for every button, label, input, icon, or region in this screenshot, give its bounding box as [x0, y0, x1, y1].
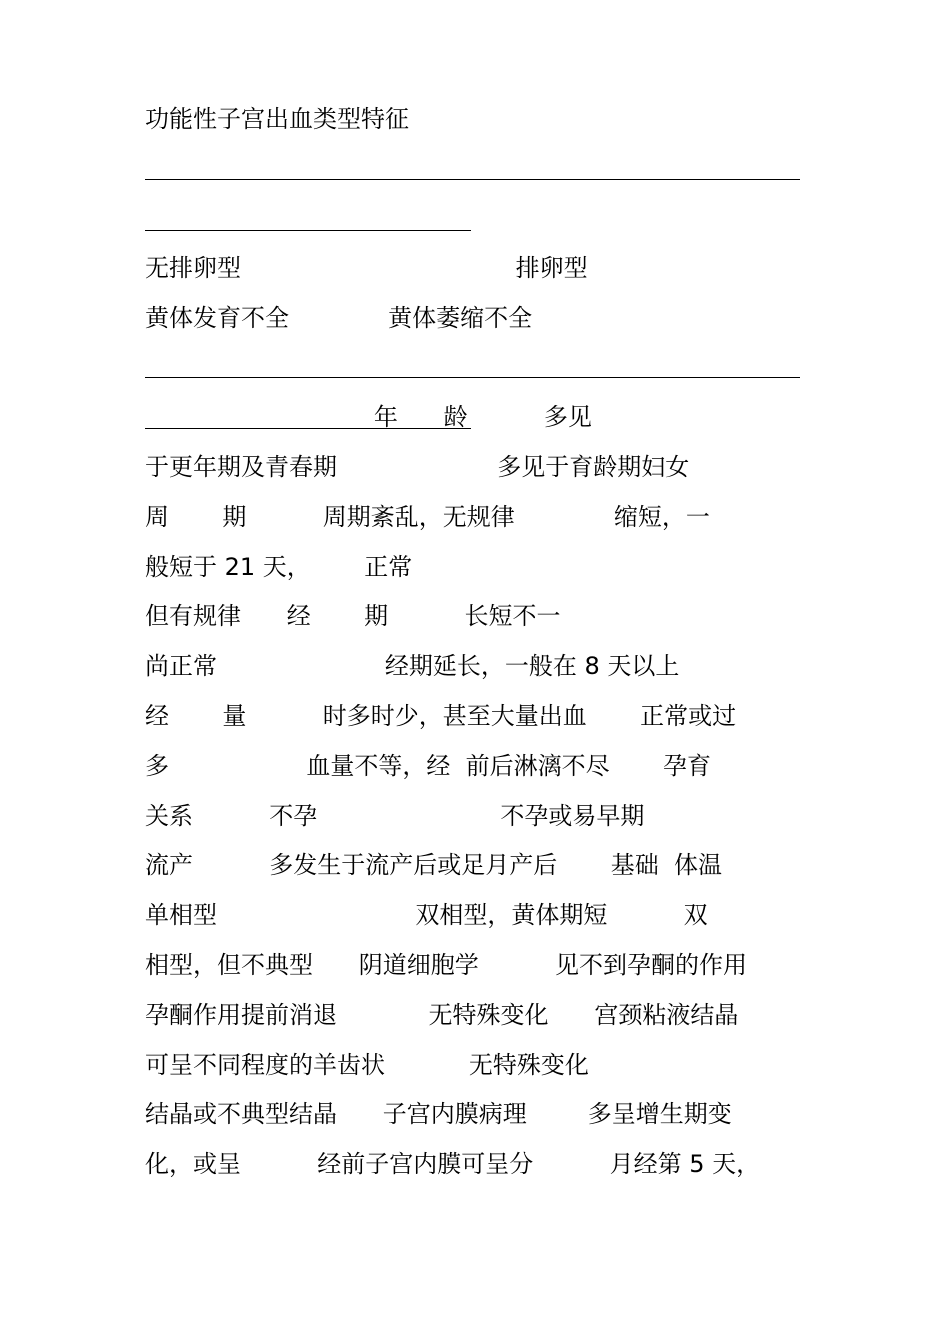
body-line: 年 龄 多见 — [145, 403, 592, 431]
table-rule-mid-full — [145, 377, 800, 378]
body-line: 经 量 时多时少，甚至大量出血 正常或过 — [145, 702, 737, 730]
body-line: 关系 不孕 不孕或易早期 — [145, 802, 645, 830]
body-line: 结晶或不典型结晶 子宫内膜病理 多呈增生期变 — [145, 1100, 732, 1128]
body-line: 流产 多发生于流产后或足月产后 基础 体温 — [145, 851, 722, 879]
header-row-types: 无排卵型 排卵型 — [145, 254, 588, 282]
table-rule-top-short — [145, 230, 471, 231]
body-line: 尚正常 经期延长，一般在 8 天以上 — [145, 652, 680, 680]
body-line: 可呈不同程度的羊齿状 无特殊变化 — [145, 1051, 589, 1079]
body-line: 般短于 21 天， 正常 — [145, 553, 413, 581]
body-line: 但有规律 经 期 长短不一 — [145, 602, 561, 630]
body-line: 相型，但不典型 阴道细胞学 见不到孕酮的作用 — [145, 951, 748, 979]
header-row-subtypes: 黄体发育不全 黄体萎缩不全 — [145, 304, 533, 332]
body-line: 于更年期及青春期 多见于育龄期妇女 — [145, 453, 690, 481]
body-line: 单相型 双相型，黄体期短 双 — [145, 901, 708, 929]
body-line: 周 期 周期紊乱，无规律 缩短，一 — [145, 503, 710, 531]
body-line: 化，或呈 经前子宫内膜可呈分 月经第 5 天， — [145, 1150, 761, 1178]
document-title: 功能性子宫出血类型特征 — [145, 105, 409, 133]
body-line: 多 血量不等，经 前后淋漓不尽 孕育 — [145, 752, 711, 780]
body-line: 孕酮作用提前消退 无特殊变化 宫颈粘液结晶 — [145, 1001, 739, 1029]
table-rule-top-full — [145, 179, 800, 180]
